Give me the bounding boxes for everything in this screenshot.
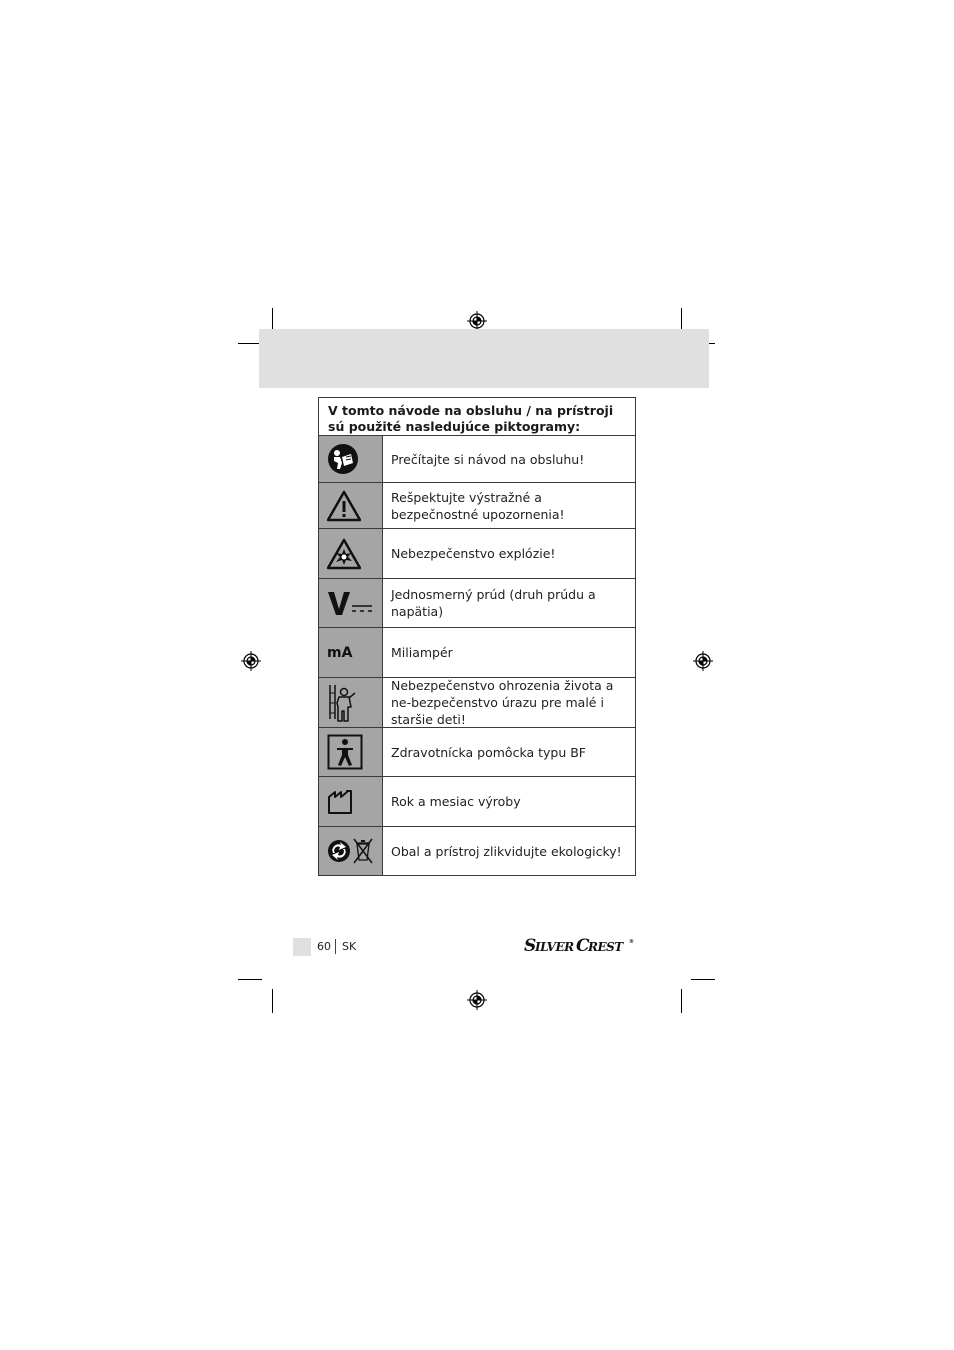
table-row [319,579,635,628]
explosion-icon [327,538,361,570]
pictogram-description: Obal a prístroj zlikvidujte ekologicky! [391,843,622,859]
page-number: 60 [317,940,331,953]
pictogram-description: Prečítajte si návod na obsluhu! [391,451,585,467]
dc-voltage-icon [327,589,373,617]
table-row [319,777,635,827]
table-title: V tomto návode na obsluhu / na prístroji sú použité nasledujúce piktogramy: [319,398,635,436]
recycle-disposal-icon [327,836,375,866]
pictogram-description: Jednosmerný prúd (druh prúdu a napätia) [391,587,596,619]
bf-type-icon [327,734,363,770]
registration-mark-icon [467,311,487,331]
language-code: SK [342,940,357,953]
table-row [319,483,635,529]
pictogram-description: Nebezpečenstvo explózie! [391,546,556,561]
manufacture-date-icon [327,789,357,815]
pictogram-description: Miliampér [391,645,453,660]
table-row [319,728,635,777]
svg-text:C: C [576,936,590,956]
registration-mark-icon [241,651,261,671]
svg-text:S: S [524,936,536,956]
pictogram-description: Rok a mesiac výroby [391,794,521,809]
brand-logo [524,934,638,956]
crop-mark [272,989,273,1013]
pictogram-description: Zdravotnícka pomôcka typu BF [391,744,586,760]
pictogram-description: Rešpektujte výstražné a bezpečnostné upozornenia! [391,489,565,522]
svg-text:®: ® [629,939,634,945]
warning-triangle-icon [327,490,361,522]
table-row [319,436,635,483]
svg-text:REST: REST [588,940,623,954]
pictogram-description: Nebezpečenstvo ohrozenia života a ne-bezpečenstvo úrazu pre malé i staršie deti! [391,678,614,727]
read-manual-icon [327,443,359,475]
svg-text:ILVER: ILVER [535,940,574,954]
registration-mark-icon [467,990,487,1010]
pictogram-table [318,397,636,876]
page-marker-box [293,938,311,956]
table-row [319,628,635,678]
child-danger-icon [327,683,357,723]
footer-divider [335,939,336,954]
header-band [259,329,709,388]
silvercrest-logo-icon [524,934,638,956]
table-row [319,827,635,875]
milliampere-symbol: mA [327,644,353,661]
crop-mark [238,979,262,980]
table-row [319,678,635,728]
registration-mark-icon [693,651,713,671]
crop-mark [681,989,682,1013]
crop-mark [691,979,715,980]
table-row [319,529,635,579]
